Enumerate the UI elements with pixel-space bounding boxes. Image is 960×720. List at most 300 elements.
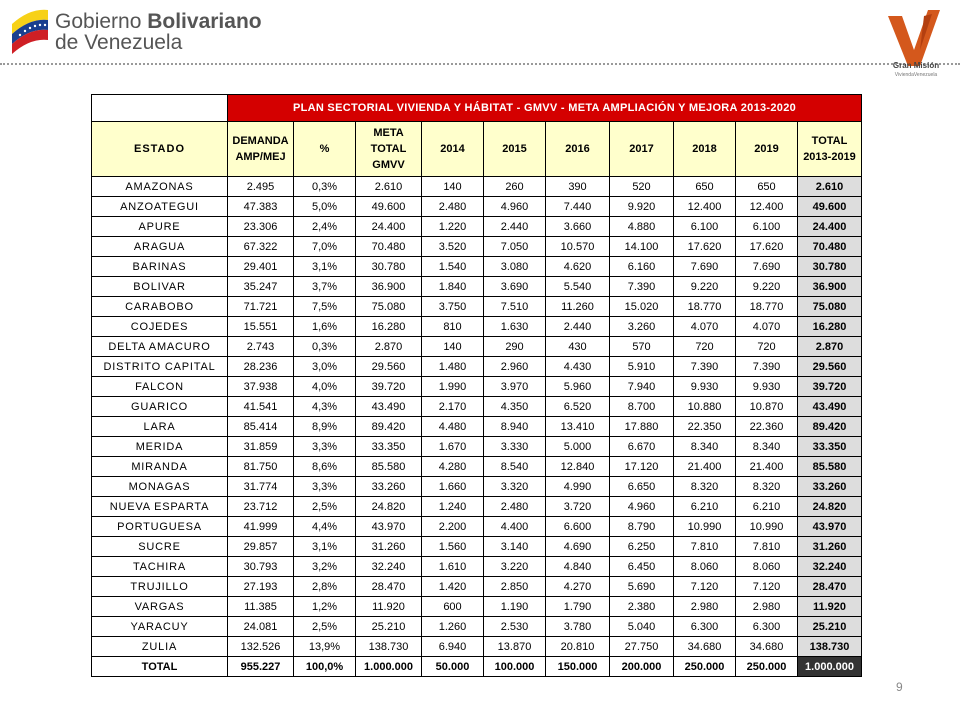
- cell-total: 89.420: [798, 417, 862, 437]
- cell-total: 25.210: [798, 617, 862, 637]
- cell-percent: 2,4%: [294, 217, 356, 237]
- cell-estado: BOLIVAR: [92, 277, 228, 297]
- cell-total: 43.490: [798, 397, 862, 417]
- cell-2015: 3.140: [484, 537, 546, 557]
- header-2019: 2019: [736, 122, 798, 177]
- cell-2016: 5.540: [546, 277, 610, 297]
- cell-demanda: 15.551: [228, 317, 294, 337]
- cell-demanda: 41.541: [228, 397, 294, 417]
- cell-meta: 85.580: [356, 457, 422, 477]
- cell-2015: 4.350: [484, 397, 546, 417]
- table-row: [92, 217, 862, 237]
- cell-estado: BARINAS: [92, 257, 228, 277]
- table-row: [92, 277, 862, 297]
- cell-total: 39.720: [798, 377, 862, 397]
- cell-2017: 7.390: [610, 277, 674, 297]
- cell-2018: 8.320: [674, 477, 736, 497]
- cell-meta: 29.560: [356, 357, 422, 377]
- cell-2014: 1.840: [422, 277, 484, 297]
- cell-percent: 4,4%: [294, 517, 356, 537]
- cell-2019: 650: [736, 177, 798, 197]
- cell-percent: 2,8%: [294, 577, 356, 597]
- cell-2014: 810: [422, 317, 484, 337]
- cell-2017: 9.920: [610, 197, 674, 217]
- cell-2019: 17.620: [736, 237, 798, 257]
- cell-estado: FALCON: [92, 377, 228, 397]
- cell-2018: 22.350: [674, 417, 736, 437]
- cell-2019: 9.930: [736, 377, 798, 397]
- cell-2017: 4.960: [610, 497, 674, 517]
- cell-2017: 6.160: [610, 257, 674, 277]
- cell-meta: 11.920: [356, 597, 422, 617]
- header-estado: ESTADO: [92, 122, 228, 177]
- cell-total: 138.730: [798, 637, 862, 657]
- cell-demanda: 28.236: [228, 357, 294, 377]
- cell-2019: 4.070: [736, 317, 798, 337]
- cell-percent: 3,7%: [294, 277, 356, 297]
- cell-percent: 4,3%: [294, 397, 356, 417]
- cell-2017: 2.380: [610, 597, 674, 617]
- cell-2017: 17.880: [610, 417, 674, 437]
- cell-meta: 33.350: [356, 437, 422, 457]
- housing-plan-table: [91, 94, 862, 677]
- cell-percent: 2,5%: [294, 617, 356, 637]
- cell-meta: 28.470: [356, 577, 422, 597]
- cell-2015: 3.970: [484, 377, 546, 397]
- cell-estado: MERIDA: [92, 437, 228, 457]
- cell-total: 49.600: [798, 197, 862, 217]
- table-row: [92, 397, 862, 417]
- cell-demanda: 31.774: [228, 477, 294, 497]
- cell-meta: 24.400: [356, 217, 422, 237]
- cell-2015: 2.530: [484, 617, 546, 637]
- cell-demanda: 2.495: [228, 177, 294, 197]
- cell-percent: 0,3%: [294, 337, 356, 357]
- cell-2018: 18.770: [674, 297, 736, 317]
- cell-estado: APURE: [92, 217, 228, 237]
- cell-2016: 3.720: [546, 497, 610, 517]
- cell-2019: 10.990: [736, 517, 798, 537]
- cell-2014: 1.240: [422, 497, 484, 517]
- cell-2015: 3.320: [484, 477, 546, 497]
- cell-2016: 150.000: [546, 657, 610, 677]
- cell-2014: 1.540: [422, 257, 484, 277]
- header-2017: 2017: [610, 122, 674, 177]
- cell-total: 11.920: [798, 597, 862, 617]
- table-row: [92, 317, 862, 337]
- cell-2019: 250.000: [736, 657, 798, 677]
- cell-demanda: 85.414: [228, 417, 294, 437]
- cell-demanda: 37.938: [228, 377, 294, 397]
- cell-demanda: 41.999: [228, 517, 294, 537]
- table-row: [92, 357, 862, 377]
- gov-line2: de Venezuela: [55, 31, 183, 54]
- cell-estado: TRUJILLO: [92, 577, 228, 597]
- page-header: [0, 0, 960, 78]
- table-row: [92, 297, 862, 317]
- cell-2015: 8.540: [484, 457, 546, 477]
- cell-2019: 7.390: [736, 357, 798, 377]
- cell-demanda: 30.793: [228, 557, 294, 577]
- cell-2015: 13.870: [484, 637, 546, 657]
- cell-2014: 1.660: [422, 477, 484, 497]
- cell-meta: 75.080: [356, 297, 422, 317]
- cell-2018: 8.340: [674, 437, 736, 457]
- cell-demanda: 29.857: [228, 537, 294, 557]
- cell-2014: 1.420: [422, 577, 484, 597]
- cell-2015: 1.190: [484, 597, 546, 617]
- cell-demanda: 31.859: [228, 437, 294, 457]
- cell-2017: 6.250: [610, 537, 674, 557]
- government-logo-text: [55, 11, 262, 53]
- cell-total: 29.560: [798, 357, 862, 377]
- table-row: [92, 497, 862, 517]
- cell-total: 31.260: [798, 537, 862, 557]
- cell-2015: 3.080: [484, 257, 546, 277]
- table-title: PLAN SECTORIAL VIVIENDA Y HÁBITAT - GMVV - META AMPLIACIÓN Y MEJORA 2013-2020: [228, 95, 862, 122]
- cell-2019: 34.680: [736, 637, 798, 657]
- cell-demanda: 23.712: [228, 497, 294, 517]
- cell-total: 24.820: [798, 497, 862, 517]
- table-row: [92, 337, 862, 357]
- cell-estado: SUCRE: [92, 537, 228, 557]
- cell-2014: 3.520: [422, 237, 484, 257]
- table-row: [92, 637, 862, 657]
- cell-2019: 12.400: [736, 197, 798, 217]
- cell-2017: 5.040: [610, 617, 674, 637]
- table-row: [92, 617, 862, 637]
- cell-2018: 7.120: [674, 577, 736, 597]
- cell-total: 24.400: [798, 217, 862, 237]
- cell-2017: 7.940: [610, 377, 674, 397]
- header-demanda: DEMANDA AMP/MEJ: [228, 122, 294, 177]
- cell-2017: 15.020: [610, 297, 674, 317]
- cell-percent: 8,6%: [294, 457, 356, 477]
- cell-meta: 39.720: [356, 377, 422, 397]
- cell-2019: 7.690: [736, 257, 798, 277]
- cell-total: 16.280: [798, 317, 862, 337]
- cell-2015: 1.630: [484, 317, 546, 337]
- cell-2017: 17.120: [610, 457, 674, 477]
- cell-2017: 6.670: [610, 437, 674, 457]
- cell-meta: 32.240: [356, 557, 422, 577]
- gm-sub: ViviendaVenezuela: [894, 72, 938, 78]
- table-body: [92, 177, 862, 677]
- header-2015: 2015: [484, 122, 546, 177]
- cell-demanda: 71.721: [228, 297, 294, 317]
- cell-2017: 6.450: [610, 557, 674, 577]
- cell-estado: DISTRITO CAPITAL: [92, 357, 228, 377]
- cell-2014: 4.280: [422, 457, 484, 477]
- cell-demanda: 24.081: [228, 617, 294, 637]
- cell-percent: 7,5%: [294, 297, 356, 317]
- cell-2018: 34.680: [674, 637, 736, 657]
- cell-estado: YARACUY: [92, 617, 228, 637]
- cell-percent: 100,0%: [294, 657, 356, 677]
- cell-percent: 3,3%: [294, 437, 356, 457]
- cell-total: 1.000.000: [798, 657, 862, 677]
- cell-2018: 21.400: [674, 457, 736, 477]
- cell-demanda: 955.227: [228, 657, 294, 677]
- cell-2015: 2.850: [484, 577, 546, 597]
- cell-percent: 7,0%: [294, 237, 356, 257]
- cell-2019: 9.220: [736, 277, 798, 297]
- cell-2019: 22.360: [736, 417, 798, 437]
- cell-2015: 2.960: [484, 357, 546, 377]
- cell-2016: 12.840: [546, 457, 610, 477]
- cell-2018: 720: [674, 337, 736, 357]
- cell-2017: 200.000: [610, 657, 674, 677]
- cell-2016: 10.570: [546, 237, 610, 257]
- cell-2018: 7.690: [674, 257, 736, 277]
- cell-percent: 3,3%: [294, 477, 356, 497]
- cell-estado: ARAGUA: [92, 237, 228, 257]
- table-row: [92, 237, 862, 257]
- table-row: [92, 437, 862, 457]
- cell-estado: DELTA AMACURO: [92, 337, 228, 357]
- cell-2016: 6.600: [546, 517, 610, 537]
- cell-demanda: 35.247: [228, 277, 294, 297]
- gov-line1-b: Bolivariano: [147, 10, 262, 33]
- gov-line1-a: Gobierno: [55, 10, 148, 33]
- table-row: [92, 457, 862, 477]
- cell-2017: 8.790: [610, 517, 674, 537]
- cell-2015: 3.330: [484, 437, 546, 457]
- cell-2014: 4.480: [422, 417, 484, 437]
- cell-2018: 6.300: [674, 617, 736, 637]
- cell-meta: 30.780: [356, 257, 422, 277]
- cell-2015: 3.220: [484, 557, 546, 577]
- cell-meta: 49.600: [356, 197, 422, 217]
- cell-2014: 6.940: [422, 637, 484, 657]
- cell-demanda: 23.306: [228, 217, 294, 237]
- table-row: [92, 197, 862, 217]
- cell-2017: 520: [610, 177, 674, 197]
- cell-demanda: 81.750: [228, 457, 294, 477]
- cell-2018: 9.930: [674, 377, 736, 397]
- cell-2014: 1.480: [422, 357, 484, 377]
- cell-2016: 3.660: [546, 217, 610, 237]
- cell-estado: GUARICO: [92, 397, 228, 417]
- header-2014: 2014: [422, 122, 484, 177]
- cell-2014: 1.990: [422, 377, 484, 397]
- header-divider: [0, 63, 960, 65]
- table-row: [92, 557, 862, 577]
- table-row: [92, 377, 862, 397]
- cell-estado: TOTAL: [92, 657, 228, 677]
- cell-demanda: 132.526: [228, 637, 294, 657]
- header-percent: %: [294, 122, 356, 177]
- cell-2018: 4.070: [674, 317, 736, 337]
- cell-total: 70.480: [798, 237, 862, 257]
- cell-2019: 21.400: [736, 457, 798, 477]
- cell-2016: 390: [546, 177, 610, 197]
- cell-meta: 1.000.000: [356, 657, 422, 677]
- cell-2016: 3.780: [546, 617, 610, 637]
- cell-2018: 8.060: [674, 557, 736, 577]
- cell-2015: 3.690: [484, 277, 546, 297]
- cell-meta: 31.260: [356, 537, 422, 557]
- cell-2019: 7.120: [736, 577, 798, 597]
- cell-percent: 13,9%: [294, 637, 356, 657]
- cell-2016: 11.260: [546, 297, 610, 317]
- cell-estado: AMAZONAS: [92, 177, 228, 197]
- cell-percent: 3,2%: [294, 557, 356, 577]
- cell-meta: 36.900: [356, 277, 422, 297]
- cell-total: 2.610: [798, 177, 862, 197]
- cell-2014: 140: [422, 337, 484, 357]
- table-row: [92, 577, 862, 597]
- cell-demanda: 11.385: [228, 597, 294, 617]
- cell-2019: 18.770: [736, 297, 798, 317]
- cell-2016: 4.620: [546, 257, 610, 277]
- cell-2018: 6.100: [674, 217, 736, 237]
- cell-2014: 1.220: [422, 217, 484, 237]
- cell-2015: 260: [484, 177, 546, 197]
- total-row: [92, 657, 862, 677]
- cell-estado: PORTUGUESA: [92, 517, 228, 537]
- cell-demanda: 47.383: [228, 197, 294, 217]
- cell-total: 43.970: [798, 517, 862, 537]
- cell-estado: ZULIA: [92, 637, 228, 657]
- cell-2016: 4.270: [546, 577, 610, 597]
- header-total: TOTAL 2013-2019: [798, 122, 862, 177]
- cell-total: 32.240: [798, 557, 862, 577]
- gran-mision-text: [884, 62, 948, 79]
- venezuela-flag-icon: [8, 4, 52, 54]
- cell-2019: 10.870: [736, 397, 798, 417]
- cell-meta: 89.420: [356, 417, 422, 437]
- cell-total: 33.350: [798, 437, 862, 457]
- cell-estado: MIRANDA: [92, 457, 228, 477]
- cell-demanda: 29.401: [228, 257, 294, 277]
- cell-2014: 1.560: [422, 537, 484, 557]
- cell-percent: 2,5%: [294, 497, 356, 517]
- cell-2018: 10.990: [674, 517, 736, 537]
- cell-percent: 3,1%: [294, 537, 356, 557]
- cell-2016: 5.960: [546, 377, 610, 397]
- cell-2017: 570: [610, 337, 674, 357]
- cell-2016: 7.440: [546, 197, 610, 217]
- table-row: [92, 257, 862, 277]
- cell-2017: 5.690: [610, 577, 674, 597]
- cell-2019: 8.060: [736, 557, 798, 577]
- cell-2016: 430: [546, 337, 610, 357]
- cell-2016: 4.430: [546, 357, 610, 377]
- cell-2018: 12.400: [674, 197, 736, 217]
- cell-2017: 27.750: [610, 637, 674, 657]
- cell-2019: 8.340: [736, 437, 798, 457]
- header-2016: 2016: [546, 122, 610, 177]
- cell-total: 28.470: [798, 577, 862, 597]
- gm-name: Gran Misión: [892, 61, 940, 70]
- cell-percent: 3,0%: [294, 357, 356, 377]
- table-row: [92, 417, 862, 437]
- table-row: [92, 517, 862, 537]
- cell-2017: 8.700: [610, 397, 674, 417]
- cell-2014: 2.170: [422, 397, 484, 417]
- cell-meta: 43.490: [356, 397, 422, 417]
- cell-estado: COJEDES: [92, 317, 228, 337]
- cell-percent: 0,3%: [294, 177, 356, 197]
- page-number: 9: [896, 680, 903, 694]
- cell-demanda: 27.193: [228, 577, 294, 597]
- cell-meta: 16.280: [356, 317, 422, 337]
- cell-estado: ANZOATEGUI: [92, 197, 228, 217]
- cell-estado: LARA: [92, 417, 228, 437]
- cell-estado: MONAGAS: [92, 477, 228, 497]
- cell-2019: 6.100: [736, 217, 798, 237]
- cell-estado: NUEVA ESPARTA: [92, 497, 228, 517]
- cell-2019: 8.320: [736, 477, 798, 497]
- cell-2018: 250.000: [674, 657, 736, 677]
- cell-2014: 50.000: [422, 657, 484, 677]
- cell-2016: 20.810: [546, 637, 610, 657]
- cell-2018: 7.390: [674, 357, 736, 377]
- cell-2017: 3.260: [610, 317, 674, 337]
- cell-2014: 3.750: [422, 297, 484, 317]
- cell-2015: 2.480: [484, 497, 546, 517]
- cell-2016: 5.000: [546, 437, 610, 457]
- cell-2016: 13.410: [546, 417, 610, 437]
- cell-total: 75.080: [798, 297, 862, 317]
- header-meta: META TOTAL GMVV: [356, 122, 422, 177]
- cell-2017: 5.910: [610, 357, 674, 377]
- cell-percent: 1,6%: [294, 317, 356, 337]
- cell-2018: 10.880: [674, 397, 736, 417]
- cell-estado: CARABOBO: [92, 297, 228, 317]
- cell-percent: 1,2%: [294, 597, 356, 617]
- cell-2014: 140: [422, 177, 484, 197]
- cell-2016: 2.440: [546, 317, 610, 337]
- table-row: [92, 597, 862, 617]
- cell-2018: 17.620: [674, 237, 736, 257]
- cell-demanda: 2.743: [228, 337, 294, 357]
- cell-2015: 290: [484, 337, 546, 357]
- cell-2015: 8.940: [484, 417, 546, 437]
- cell-total: 85.580: [798, 457, 862, 477]
- title-corner-cell: [92, 95, 228, 122]
- cell-2014: 2.480: [422, 197, 484, 217]
- cell-2015: 100.000: [484, 657, 546, 677]
- cell-2018: 9.220: [674, 277, 736, 297]
- cell-2015: 4.960: [484, 197, 546, 217]
- cell-2014: 2.200: [422, 517, 484, 537]
- cell-2019: 6.210: [736, 497, 798, 517]
- cell-2016: 4.990: [546, 477, 610, 497]
- cell-meta: 70.480: [356, 237, 422, 257]
- cell-2015: 7.050: [484, 237, 546, 257]
- cell-2016: 1.790: [546, 597, 610, 617]
- cell-2018: 650: [674, 177, 736, 197]
- cell-demanda: 67.322: [228, 237, 294, 257]
- cell-2016: 6.520: [546, 397, 610, 417]
- cell-estado: TACHIRA: [92, 557, 228, 577]
- cell-2017: 14.100: [610, 237, 674, 257]
- cell-2018: 6.210: [674, 497, 736, 517]
- cell-meta: 2.610: [356, 177, 422, 197]
- cell-estado: VARGAS: [92, 597, 228, 617]
- cell-total: 2.870: [798, 337, 862, 357]
- cell-percent: 8,9%: [294, 417, 356, 437]
- cell-2019: 2.980: [736, 597, 798, 617]
- cell-2016: 4.840: [546, 557, 610, 577]
- cell-2015: 7.510: [484, 297, 546, 317]
- cell-meta: 33.260: [356, 477, 422, 497]
- cell-meta: 43.970: [356, 517, 422, 537]
- cell-percent: 5,0%: [294, 197, 356, 217]
- cell-2015: 4.400: [484, 517, 546, 537]
